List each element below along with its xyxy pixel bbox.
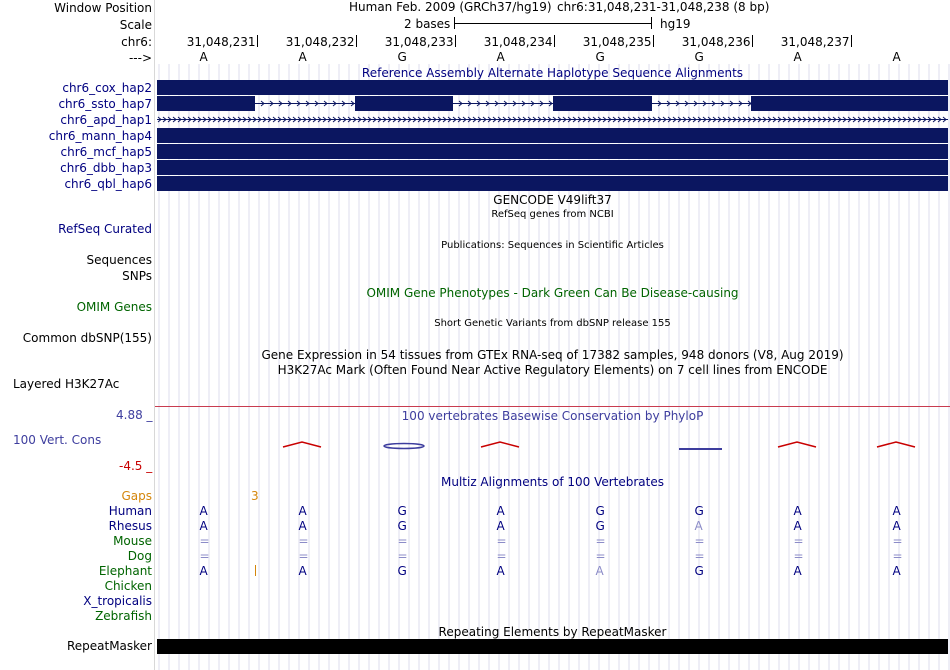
aligned-base: = (892, 534, 903, 548)
aligned-base: A (793, 504, 802, 518)
aligned-base: = (397, 534, 408, 548)
aligned-base: = (397, 549, 408, 563)
phylop-track-title[interactable]: 100 vertebrates Basewise Conservation by PhyloP (401, 409, 704, 423)
reference-base: G (595, 50, 605, 64)
scale-bar-right-cap (651, 17, 652, 29)
aligned-base: A (892, 519, 901, 533)
species-label[interactable]: Human (108, 504, 152, 518)
alignment-block (157, 80, 948, 95)
reference-base: A (298, 50, 307, 64)
alignment-block (157, 96, 255, 111)
aligned-base: G (397, 519, 407, 533)
aligned-base: A (298, 519, 307, 533)
aligned-base: = (694, 534, 705, 548)
alt-haplotype-label[interactable]: chr6_apd_hap1 (60, 113, 152, 127)
aligned-base: = (892, 549, 903, 563)
window-position-label: Window Position (54, 1, 152, 15)
refseq-track-title[interactable]: RefSeq genes from NCBI (491, 209, 614, 220)
phylop-max-value: 4.88 _ (116, 408, 153, 422)
reference-base: A (793, 50, 802, 64)
gaps-label[interactable]: Gaps (121, 489, 152, 503)
sequences-label[interactable]: Sequences (86, 253, 152, 267)
aligned-base: A (199, 564, 208, 578)
snps-label[interactable]: SNPs (122, 269, 152, 283)
species-label[interactable]: Mouse (113, 534, 152, 548)
aligned-base: A (793, 564, 802, 578)
species-label[interactable]: X_tropicalis (83, 594, 152, 608)
omim-track-title[interactable]: OMIM Gene Phenotypes - Dark Green Can Be Disease-causing (366, 286, 739, 300)
db-name: hg19 (660, 17, 691, 31)
aligned-base: = (793, 534, 804, 548)
aligned-base: A (595, 564, 604, 578)
alignment-block (157, 176, 948, 191)
species-label[interactable]: Chicken (104, 579, 152, 593)
alt-haplotype-label[interactable]: chr6_mcf_hap5 (60, 145, 152, 159)
multiz-track-title[interactable]: Multiz Alignments of 100 Vertebrates (440, 475, 665, 489)
alignment-block (157, 144, 948, 159)
strand-label: ---> (128, 51, 152, 65)
h3k27ac-track-title[interactable]: H3K27Ac Mark (Often Found Near Active Regulatory Elements) on 7 cell lines from ENCODE (277, 363, 828, 377)
phylop-separator (155, 406, 950, 407)
aligned-base: A (892, 504, 901, 518)
species-label[interactable]: Dog (127, 549, 152, 563)
gap-count: 3 (251, 489, 259, 503)
phylop-peak-3 (481, 442, 519, 447)
aligned-base: = (298, 549, 309, 563)
scale-text: 2 bases (404, 17, 451, 31)
coordinate-label: 31,048,231 (186, 35, 256, 49)
reference-base: A (496, 50, 505, 64)
gtex-track-title[interactable]: Gene Expression in 54 tissues from GTEx RNA-seq of 17382 samples, 948 donors (V8, Aug 2019) (261, 348, 844, 362)
alt-haplotype-track-title[interactable]: Reference Assembly Alternate Haplotype Sequence Alignments (361, 66, 744, 80)
phylop-min-value: -4.5 _ (119, 459, 153, 473)
aligned-base: = (496, 534, 507, 548)
alignment-block (553, 96, 652, 111)
coordinate-label: 31,048,236 (681, 35, 751, 49)
aligned-base: G (397, 504, 407, 518)
alt-haplotype-label[interactable]: chr6_qbl_hap6 (64, 177, 152, 191)
scale-bar (455, 23, 651, 24)
coordinate-label: 31,048,235 (582, 35, 652, 49)
phylop-mark-2 (384, 444, 424, 449)
aligned-base: A (298, 564, 307, 578)
repeatmasker-bar[interactable] (157, 639, 948, 654)
alignment-block (157, 160, 948, 175)
reference-base: A (892, 50, 901, 64)
coordinate-label: 31,048,233 (384, 35, 454, 49)
alt-haplotype-label[interactable]: chr6_cox_hap2 (62, 81, 152, 95)
alignment-block (157, 128, 948, 143)
aligned-base: A (694, 519, 703, 533)
assembly-title: Human Feb. 2009 (GRCh37/hg19) (349, 0, 552, 14)
phylop-wiggle (155, 438, 950, 458)
phylop-track-label[interactable]: 100 Vert. Cons (13, 433, 102, 447)
coordinate-tick (257, 35, 258, 47)
coordinate-tick (554, 35, 555, 47)
aligned-base: = (199, 534, 210, 548)
scale-label: Scale (119, 18, 152, 32)
repeatmasker-track-title[interactable]: Repeating Elements by RepeatMasker (438, 625, 667, 639)
coordinate-tick (752, 35, 753, 47)
coordinate-label: 31,048,237 (780, 35, 850, 49)
aligned-base: = (496, 549, 507, 563)
aligned-base: A (496, 519, 505, 533)
alt-haplotype-label[interactable]: chr6_mann_hap4 (48, 129, 152, 143)
species-label[interactable]: Rhesus (108, 519, 152, 533)
aligned-base: A (793, 519, 802, 533)
common-dbsnp-label[interactable]: Common dbSNP(155) (22, 331, 152, 345)
aligned-base: = (199, 549, 210, 563)
aligned-base: G (694, 564, 704, 578)
aligned-base: A (199, 519, 208, 533)
aligned-base: = (694, 549, 705, 563)
aligned-base: = (595, 549, 606, 563)
alt-haplotype-label[interactable]: chr6_dbb_hap3 (60, 161, 152, 175)
phylop-peak-8 (877, 442, 915, 447)
scale-bar-left-cap (454, 17, 455, 29)
omim-genes-label[interactable]: OMIM Genes (76, 300, 152, 314)
coordinate-tick (851, 35, 852, 47)
aligned-base: A (298, 504, 307, 518)
aligned-base: A (199, 504, 208, 518)
aligned-base: = (298, 534, 309, 548)
layered-h3k27ac-label[interactable]: Layered H3K27Ac (13, 377, 120, 391)
aligned-base: = (595, 534, 606, 548)
window-position-text: chr6:31,048,231-31,048,238 (8 bp) (557, 0, 770, 14)
coordinate-tick (356, 35, 357, 47)
repeatmasker-label[interactable]: RepeatMasker (66, 639, 152, 653)
phylop-peak-7 (778, 442, 816, 447)
aligned-base: G (595, 504, 605, 518)
coordinate-label: 31,048,234 (483, 35, 553, 49)
aligned-base: A (496, 504, 505, 518)
gencode-track-title[interactable]: GENCODE V49lift37 (493, 193, 612, 207)
aligned-base: A (892, 564, 901, 578)
aligned-base: G (694, 504, 704, 518)
aligned-base: = (793, 549, 804, 563)
alt-haplotype-label[interactable]: chr6_ssto_hap7 (58, 97, 152, 111)
aligned-base: G (595, 519, 605, 533)
coordinate-tick (455, 35, 456, 47)
reference-base: G (397, 50, 407, 64)
reference-base: A (199, 50, 208, 64)
coordinate-label: 31,048,232 (285, 35, 355, 49)
alignment-block (355, 96, 453, 111)
reference-base: G (694, 50, 704, 64)
aligned-base: A (496, 564, 505, 578)
dbsnp-track-title[interactable]: Short Genetic Variants from dbSNP release 155 (434, 318, 671, 329)
coordinate-tick (653, 35, 654, 47)
publications-track-title[interactable]: Publications: Sequences in Scientific Articles (441, 240, 664, 251)
elephant-insertion-mark (255, 565, 256, 576)
phylop-peak-1 (283, 442, 321, 447)
species-label[interactable]: Elephant (98, 564, 152, 578)
chromosome-label: chr6: (121, 35, 152, 49)
species-label[interactable]: Zebrafish (95, 609, 152, 623)
alignment-block (751, 96, 948, 111)
aligned-base: G (397, 564, 407, 578)
refseq-curated-label[interactable]: RefSeq Curated (58, 222, 152, 236)
